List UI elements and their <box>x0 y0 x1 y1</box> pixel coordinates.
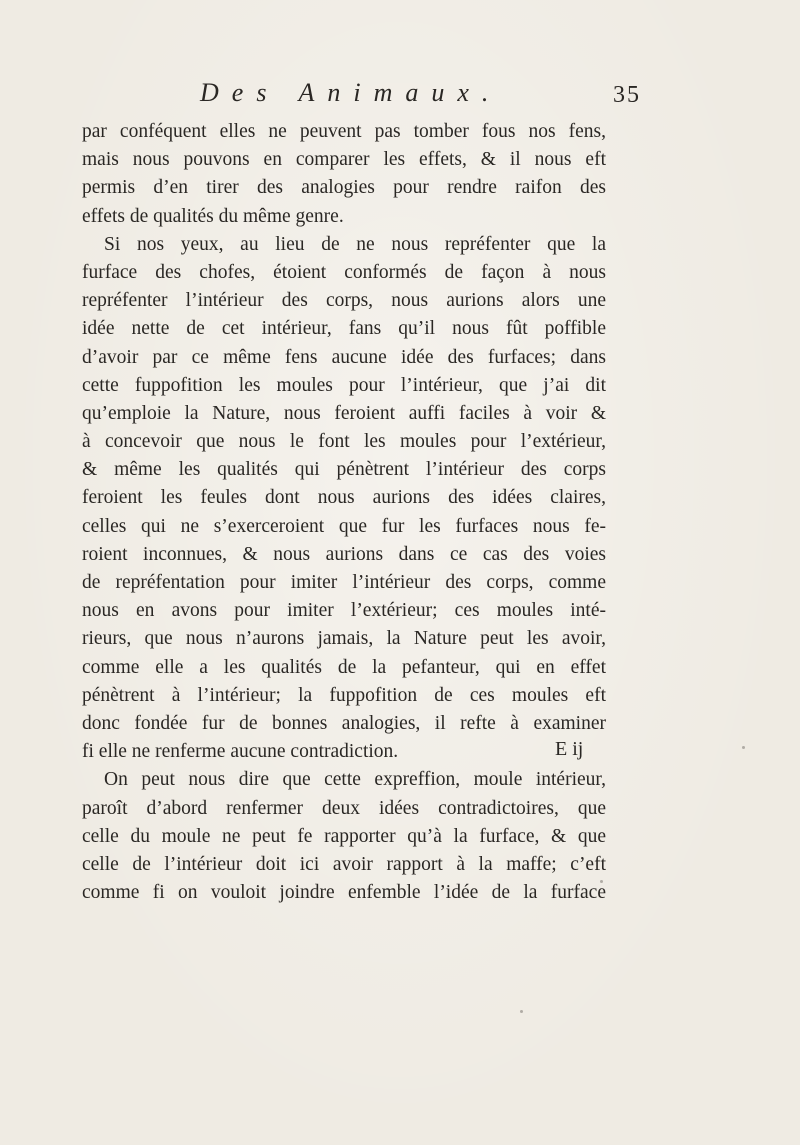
text-line: roient inconnues, & nous aurions dans ce cas des voies <box>82 543 606 565</box>
text-line: celle du moule ne peut fe rapporter qu’à la furface, & que <box>82 825 606 847</box>
running-head <box>200 78 641 112</box>
text-line: comme fi on vouloit joindre enfemble l’idée de la furface <box>82 882 606 904</box>
paper-speck <box>742 746 745 749</box>
text-line: permis d’en tirer des analogies pour rendre raifon des <box>82 177 606 199</box>
signature-mark: E ij <box>555 738 584 760</box>
body-text <box>82 118 606 907</box>
text-line: idée nette de cet intérieur, fans qu’il nous fût poffible <box>82 318 606 340</box>
text-line: de repréfentation pour imiter l’intérieur des corps, comme <box>82 572 606 593</box>
paragraph-start-line: On peut nous dire que cette expreffion, moule intérieur, <box>104 769 606 791</box>
text-line: d’avoir par ce même fens aucune idée des furfaces; dans <box>82 346 606 368</box>
text-line: celle de l’intérieur doit ici avoir rapport à la maffe; c’eft <box>82 853 606 875</box>
text-line: pénètrent à l’intérieur; la fuppofition de ces moules eft <box>82 684 606 706</box>
text-line: paroît d’abord renfermer deux idées contradictoires, que <box>82 797 606 819</box>
text-line: rieurs, que nous n’aurons jamais, la Nature peut les avoir, <box>82 628 606 650</box>
text-line: celles qui ne s’exerceroient que fur les furfaces nous fe- <box>82 515 606 537</box>
text-line: donc fondée fur de bonnes analogies, il refte à examiner <box>82 712 606 734</box>
paper-speck <box>600 880 603 883</box>
running-title: Des Animaux. <box>200 78 502 107</box>
text-line: feroient les feules dont nous aurions des idées claires, <box>82 487 606 509</box>
text-line: repréfenter l’intérieur des corps, nous aurions alors une <box>82 290 606 312</box>
text-line: mais nous pouvons en comparer les effets, & il nous eft <box>82 149 606 171</box>
text-line: furface des chofes, étoient conformés de façon à nous <box>82 261 606 283</box>
text-line: cette fuppofition les moules pour l’intérieur, que j’ai dit <box>82 374 606 396</box>
text-line: effets de qualités du même genre. <box>82 205 344 227</box>
paper-speck <box>520 1010 523 1013</box>
text-line: fi elle ne renferme aucune contradiction. <box>82 741 399 763</box>
text-line: à concevoir que nous le font les moules pour l’extérieur, <box>82 431 606 453</box>
text-line: & même les qualités qui pénètrent l’intérieur des corps <box>82 459 606 481</box>
text-line: nous en avons pour imiter l’extérieur; ces moules inté- <box>82 600 606 622</box>
text-line: qu’emploie la Nature, nous feroient auffi faciles à voir & <box>82 402 606 424</box>
text-line: par conféquent elles ne peuvent pas tomber fous nos fens, <box>82 121 606 142</box>
page-number: 35 <box>613 82 641 108</box>
text-line: comme elle a les qualités de la pefanteur, qui en effet <box>82 656 606 678</box>
paragraph-start-line: Si nos yeux, au lieu de ne nous repréfenter que la <box>104 233 606 255</box>
